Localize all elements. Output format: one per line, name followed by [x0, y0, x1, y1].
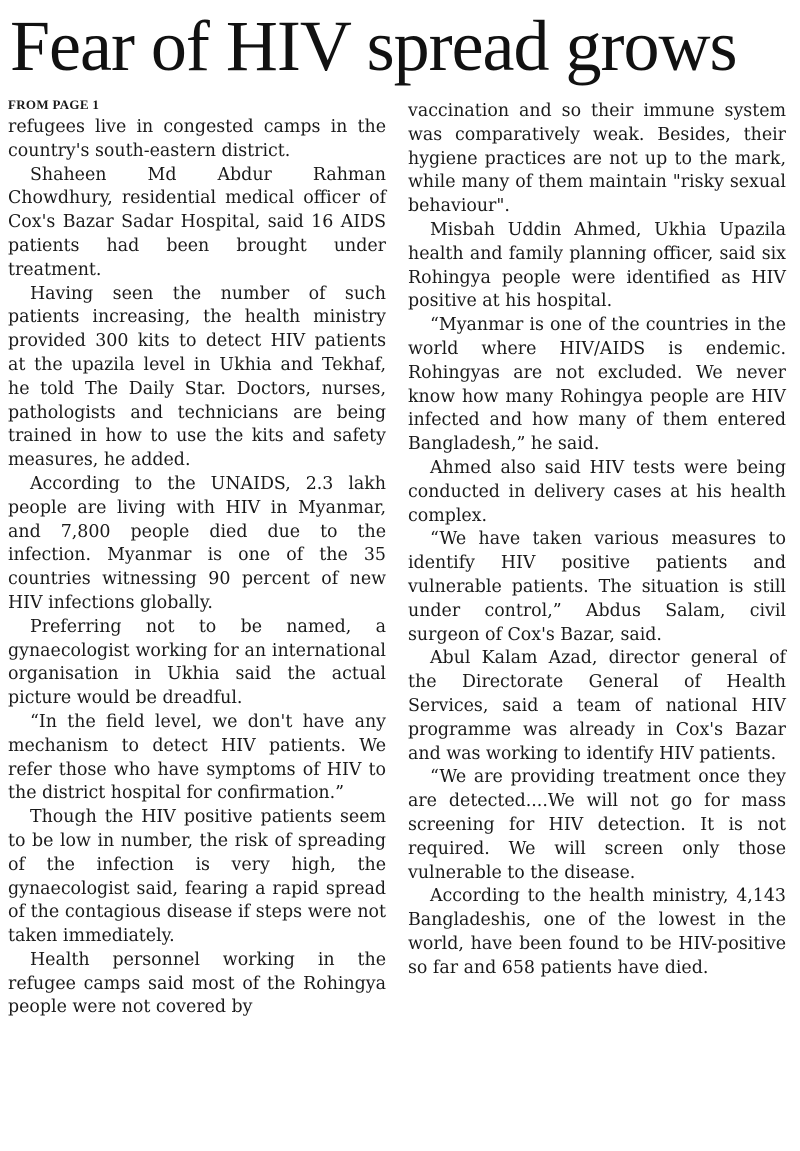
- paragraph: Health personnel working in the refugee camps said most of the Rohingya people were not covered by: [8, 949, 386, 1018]
- paragraph: Ahmed also said HIV tests were being conducted in delivery cases at his health complex.: [408, 457, 786, 526]
- paragraph: Misbah Uddin Ahmed, Ukhia Upazila health and family planning officer, said six Rohingya people were identified as HIV positive at his hospital.: [408, 219, 786, 312]
- dateline: FROM PAGE 1: [8, 97, 100, 112]
- right-column: [408, 100, 786, 980]
- paragraph: Preferring not to be named, a gynaecologist working for an international organisation in Ukhia said the actual picture would be dreadful.: [8, 616, 386, 709]
- paragraph: vaccination and so their immune system was comparatively weak. Besides, their hygiene practices are not up to the mark, while many of them maintain "risky sexual behaviour".: [408, 101, 786, 217]
- paragraph: “In the field level, we don't have any mechanism to detect HIV patients. We refer those who have symptoms of HIV to the district hospital for confirmation.”: [8, 711, 386, 804]
- paragraph: Though the HIV positive patients seem to be low in number, the risk of spreading of the infection is very high, the gynaecologist said, fearing a rapid spread of the contagious disease if steps were not taken immediately.: [8, 807, 386, 947]
- paragraph: According to the health ministry, 4,143 Bangladeshis, one of the lowest in the world, have been found to be HIV-positive so far and 658 patients have died.: [408, 886, 786, 978]
- paragraph: “We have taken various measures to identify HIV positive patients and vulnerable patients. The situation is still under control,” Abdus Salam, civil surgeon of Cox's Bazar, said.: [408, 529, 786, 645]
- paragraph: “We are providing treatment once they are detected....We will not go for mass screening for HIV detection. It is not required. We will screen only those vulnerable to the disease.: [408, 767, 786, 883]
- paragraph: According to the UNAIDS, 2.3 lakh people are living with HIV in Myanmar, and 7,800 people died due to the infection. Myanmar is one of the 35 countries witnessing 90 percent of new HIV infections globally.: [8, 473, 386, 613]
- paragraph: Having seen the number of such patients increasing, the health ministry provided 300 kits to detect HIV patients at the upazila level in Ukhia and Tekhaf, he told The Daily Star. Doctors, nurses, pathologists and technicians are being trained in how to use the kits and safety measures, he added.: [8, 283, 386, 471]
- paragraph: “Myanmar is one of the countries in the world where HIV/AIDS is endemic. Rohingyas are not excluded. We never know how many Rohingya people are HIV infected and how many of them entered Bangladesh,” he said.: [408, 315, 786, 455]
- headline: Fear of HIV spread grows: [10, 6, 737, 86]
- paragraph: Shaheen Md Abdur Rahman Chowdhury, residential medical officer of Cox's Bazar Sadar Hospital, said 16 AIDS patients had been brought under treatment.: [8, 164, 386, 280]
- paragraph: refugees live in congested camps in the country's south-eastern district.: [8, 117, 386, 161]
- left-column: [8, 96, 386, 1020]
- paragraph: Abul Kalam Azad, director general of the Directorate General of Health Services, said a team of national HIV programme was already in Cox's Bazar and was working to identify HIV patients.: [408, 648, 786, 764]
